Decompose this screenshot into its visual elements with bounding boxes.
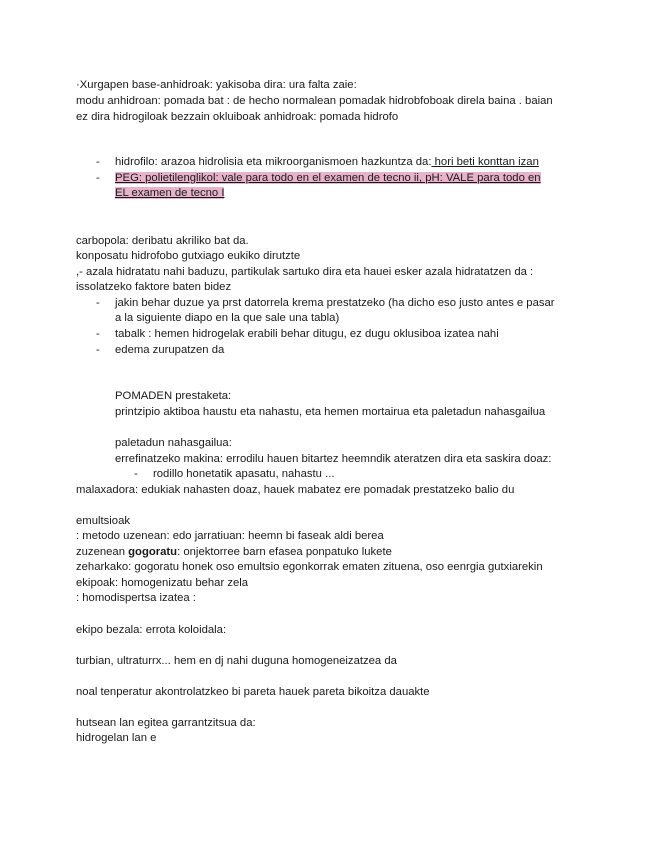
underlined-note: hori beti konttan izan xyxy=(431,156,539,168)
text-line: paletadun nahasgailua: xyxy=(115,437,232,449)
text-line: hidrogelan lan e xyxy=(76,732,157,744)
text-span: : onjektorree barn efasea ponpatuko lukete xyxy=(177,546,392,558)
section-heading-pomaden: POMADEN prestaketa: xyxy=(115,390,232,402)
bullet-item: rodillo honetatik apasatu, nahastu ... xyxy=(153,468,335,480)
bullet-dash: - xyxy=(96,172,100,184)
bullet-dash: - xyxy=(96,344,100,356)
text-line: ,- azala hidratatu nahi baduzu, partikulak sartuko dira eta hauei esker azala hidratatzen da : xyxy=(76,266,534,278)
text-line: ekipoak: homogenizatu behar zela xyxy=(76,577,249,589)
bullet-item-hidrofilo xyxy=(115,155,539,169)
text-line: noal tenperatur akontrolatzkeo bi pareta hauek pareta bikoitza dauakte xyxy=(76,686,430,698)
text-line: ekipo bezala: errota koloidala: xyxy=(76,624,227,636)
highlighted-text: EL examen de tecno I xyxy=(115,187,225,199)
text-line: modu anhidroan: pomada bat : de hecho normalean pomadak hidrobfoboak direla baina . baian xyxy=(76,95,553,107)
bullet-item-peg-continued xyxy=(115,186,224,200)
text-line: errefinatzeko makina: errodilu hauen bitartez heemndik ateratzen dira eta saskira doaz: xyxy=(115,453,552,465)
text-line: ·Xurgapen base-anhidroak: yakisoba dira: ura falta zaie: xyxy=(76,79,357,91)
bullet-item-peg xyxy=(115,171,541,185)
bullet-dash: - xyxy=(96,328,100,340)
text-line xyxy=(76,545,392,559)
bullet-dash: - xyxy=(96,297,100,309)
bullet-dash: - xyxy=(96,156,100,168)
bullet-item-continued: a la siguiente diapo en la que sale una tabla) xyxy=(115,312,340,324)
bullet-item: tabalk : hemen hidrogelak erabili behar ditugu, ez dugu oklusiboa izatea nahi xyxy=(115,328,499,340)
text-line: hutsean lan egitea garrantzitsua da: xyxy=(76,717,256,729)
text-line: turbian, ultraturrx... hem en dj nahi duguna homogeneizatzea da xyxy=(76,655,397,667)
text-line: : metodo uzenean: edo jarratiuan: heemn bi faseak aldi berea xyxy=(76,530,384,542)
text-line: printzipio aktiboa haustu eta nahastu, eta hemen mortairua eta paletadun nahasgailua xyxy=(115,406,546,418)
bold-text: gogoratu xyxy=(128,546,178,558)
text-line: carbopola: deribatu akriliko bat da. xyxy=(76,235,249,247)
text-span: zuzenean xyxy=(76,546,129,558)
section-heading-emultsioak: emultsioak xyxy=(76,515,130,527)
text-line: zeharkako: gogoratu honek oso emultsio egonkorrak ematen zituena, oso eenrgia gutxiarekin xyxy=(76,561,543,573)
text-line: ez dira hidrogiloak bezzain okluiboak anhidroak: pomada hidrofo xyxy=(76,111,399,123)
bullet-dash: - xyxy=(134,468,138,480)
bullet-item: edema zurupatzen da xyxy=(115,344,225,356)
bullet-item: jakin behar duzue ya prst datorrela krema prestatzeko (ha dicho eso justo antes e pasar xyxy=(115,297,555,309)
highlighted-text: PEG: polietilenglikol: vale para todo en el examen de tecno ii, pH: VALE para todo en xyxy=(115,172,541,184)
text-line: malaxadora: edukiak nahasten doaz, hauek mabatez ere pomadak prestatzeko balio du xyxy=(76,484,515,496)
text-line: : homodispertsa izatea : xyxy=(76,592,196,604)
text-line: issolatzeko faktore baten bidez xyxy=(76,281,232,293)
bullet-text: hidrofilo: arazoa hidrolisia eta mikroorganismoen hazkuntza da: xyxy=(115,156,432,168)
text-line: konposatu hidrofobo gutxiago eukiko dirutzte xyxy=(76,250,301,262)
